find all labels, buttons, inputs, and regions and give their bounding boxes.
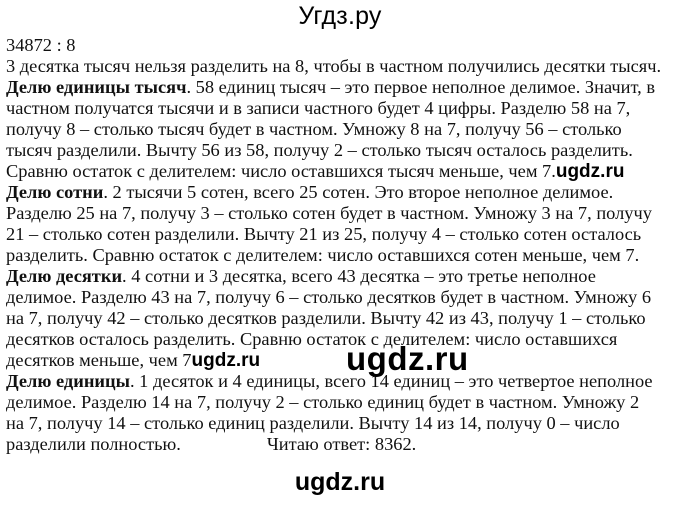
text-line: 3 десятка тысяч нельзя разделить на 8, чтобы в частном получились десятки тысяч.: [6, 56, 662, 76]
answer-text: Читаю ответ: 8362.: [266, 434, 417, 454]
text-line: делимое. Разделю 43 на 7, получу 6 – столько десятков будет в частном. Умножу 6: [6, 287, 652, 307]
step-heading: Делю сотни: [6, 182, 104, 202]
watermark: ugdz.ru: [555, 161, 625, 182]
text-fragment: . 58 единиц тысяч – это первое неполное делимое. Значит, в: [186, 77, 656, 97]
text-line: [6, 77, 674, 98]
text-line: тысяч разделили. Вычту 56 из 58, получу 2 – столько тысяч осталось разделить.: [6, 140, 633, 160]
text-line: десятков осталось разделить. Сравню остаток с делителем: число оставшихся: [6, 329, 618, 349]
text-fragment: Сравню остаток с делителем: число оставшихся тысяч меньше, чем 7.: [6, 161, 556, 181]
text-fragment: . 1 десяток и 4 единицы, всего 14 единиц – это четвертое неполное: [129, 371, 653, 391]
text-line: [6, 266, 674, 287]
text-line: на 7, получу 42 – столько десятков разделили. Вычту 42 из 43, получу 1 – столько: [6, 308, 646, 328]
footer-watermark: ugdz.ru: [294, 468, 386, 496]
text-line: [6, 182, 674, 203]
text-line: на 7, получу 14 – столько единиц разделили. Вычту 14 из 14, получу 0 – число: [6, 413, 620, 433]
text-line: [6, 350, 674, 371]
site-title: Угдз.ру: [298, 2, 382, 30]
problem-expression: 34872 : 8: [6, 35, 76, 55]
step-heading: Делю единицы: [6, 371, 130, 391]
solution-text: [6, 35, 674, 455]
text-line: делимое. Разделю 14 на 7, получу 2 – столько единиц будет в частном. Умножу 2: [6, 392, 640, 412]
text-line: [6, 371, 674, 392]
step-heading: Делю единицы тысяч: [6, 77, 187, 97]
text-line: [6, 161, 674, 182]
watermark: ugdz.ru: [191, 350, 261, 371]
text-line: получу 8 – столько тысяч будет в частном. Умножу 8 на 7, получу 56 – столько: [6, 119, 622, 139]
text-fragment: . 2 тысячи 5 сотен, всего 25 сотен. Это второе неполное делимое.: [103, 182, 614, 202]
text-line: Разделю 25 на 7, получу 3 – столько сотен будет в частном. Умножу 3 на 7, получу: [6, 203, 652, 223]
step-heading: Делю десятки: [6, 266, 123, 286]
watermark-large: ugdz.ru: [346, 340, 469, 377]
text-line: разделить. Сравню остаток с делителем: число оставшихся сотен меньше, чем 7.: [6, 245, 640, 265]
text-line: [6, 434, 674, 455]
text-fragment: . 4 сотни и 3 десятка, всего 43 десятка – это третье неполное: [122, 266, 596, 286]
text-line: 21 – столько сотен разделили. Вычту 21 из 25, получу 4 – столько сотен осталось: [6, 224, 642, 244]
text-line: частном получатся тысячи и в записи частного будет 4 цифры. Разделю 58 на 7,: [6, 98, 631, 118]
text-fragment: десятков меньше, чем 7: [6, 350, 192, 370]
text-fragment: разделили полностью.: [6, 434, 181, 454]
